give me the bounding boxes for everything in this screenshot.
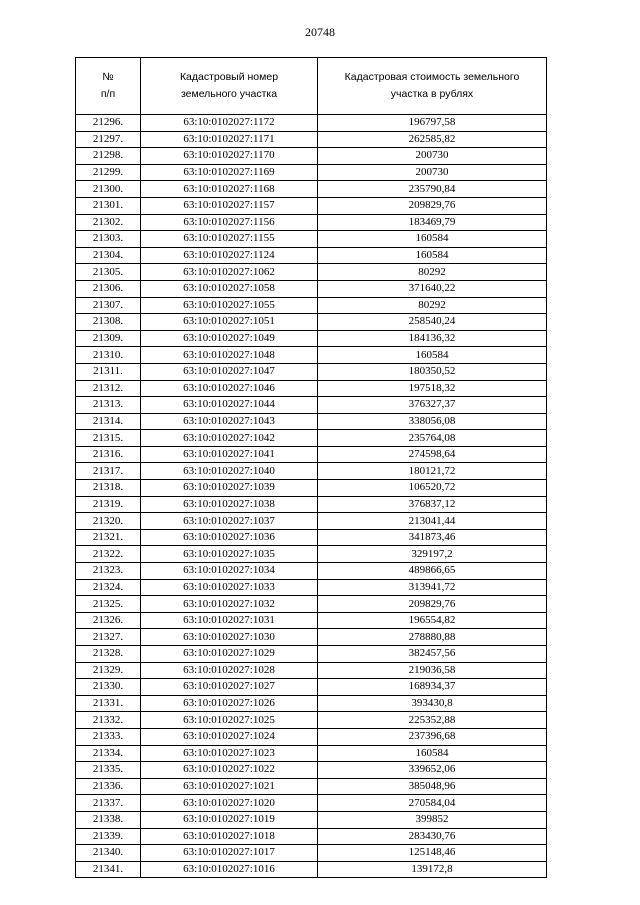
table-row bbox=[76, 363, 547, 380]
table-row bbox=[76, 629, 547, 646]
cadastral-number-cell: 63:10:0102027:1049 bbox=[141, 330, 318, 347]
table-row bbox=[76, 463, 547, 480]
table-row bbox=[76, 662, 547, 679]
table-row bbox=[76, 446, 547, 463]
cadastral-value-cell: 160584 bbox=[318, 231, 547, 248]
row-number-cell: 21338. bbox=[76, 811, 141, 828]
cadastral-number-cell: 63:10:0102027:1020 bbox=[141, 795, 318, 812]
cadastral-value-cell: 270584,04 bbox=[318, 795, 547, 812]
cadastral-value-cell: 219036,58 bbox=[318, 662, 547, 679]
row-number-cell: 21300. bbox=[76, 181, 141, 198]
table-row bbox=[76, 563, 547, 580]
row-number-cell: 21321. bbox=[76, 529, 141, 546]
row-number-cell: 21314. bbox=[76, 413, 141, 430]
table-row bbox=[76, 529, 547, 546]
row-number-cell: 21340. bbox=[76, 845, 141, 862]
table-row bbox=[76, 314, 547, 331]
cadastral-value-cell: 180121,72 bbox=[318, 463, 547, 480]
row-number-cell: 21299. bbox=[76, 164, 141, 181]
table-row bbox=[76, 728, 547, 745]
row-number-cell: 21328. bbox=[76, 646, 141, 663]
header-cadastral-number: Кадастровый номер земельного участка bbox=[141, 58, 318, 115]
table-row bbox=[76, 811, 547, 828]
cadastral-number-cell: 63:10:0102027:1018 bbox=[141, 828, 318, 845]
table-header bbox=[76, 58, 547, 115]
table-row bbox=[76, 845, 547, 862]
row-number-cell: 21330. bbox=[76, 679, 141, 696]
cadastral-number-cell: 63:10:0102027:1025 bbox=[141, 712, 318, 729]
table-row bbox=[76, 712, 547, 729]
table-row bbox=[76, 745, 547, 762]
row-number-cell: 21327. bbox=[76, 629, 141, 646]
table-row bbox=[76, 795, 547, 812]
table-row bbox=[76, 828, 547, 845]
cadastral-number-cell: 63:10:0102027:1038 bbox=[141, 496, 318, 513]
cadastral-number-cell: 63:10:0102027:1028 bbox=[141, 662, 318, 679]
row-number-cell: 21335. bbox=[76, 762, 141, 779]
cadastral-value-cell: 237396,68 bbox=[318, 728, 547, 745]
cadastral-number-cell: 63:10:0102027:1047 bbox=[141, 363, 318, 380]
cadastral-number-cell: 63:10:0102027:1021 bbox=[141, 778, 318, 795]
table-row bbox=[76, 579, 547, 596]
cadastral-number-cell: 63:10:0102027:1019 bbox=[141, 811, 318, 828]
cadastral-value-cell: 339652,06 bbox=[318, 762, 547, 779]
cadastral-value-cell: 168934,37 bbox=[318, 679, 547, 696]
cadastral-value-cell: 341873,46 bbox=[318, 529, 547, 546]
row-number-cell: 21309. bbox=[76, 330, 141, 347]
cadastral-value-cell: 213041,44 bbox=[318, 513, 547, 530]
row-number-cell: 21329. bbox=[76, 662, 141, 679]
row-number-cell: 21334. bbox=[76, 745, 141, 762]
cadastral-number-cell: 63:10:0102027:1042 bbox=[141, 430, 318, 447]
cadastral-value-cell: 274598,64 bbox=[318, 446, 547, 463]
cadastral-number-cell: 63:10:0102027:1124 bbox=[141, 247, 318, 264]
row-number-cell: 21296. bbox=[76, 115, 141, 132]
table-row bbox=[76, 612, 547, 629]
row-number-cell: 21297. bbox=[76, 131, 141, 148]
table-row bbox=[76, 264, 547, 281]
row-number-cell: 21312. bbox=[76, 380, 141, 397]
table-row bbox=[76, 330, 547, 347]
row-number-cell: 21331. bbox=[76, 695, 141, 712]
row-number-cell: 21316. bbox=[76, 446, 141, 463]
cadastral-value-cell: 393430,8 bbox=[318, 695, 547, 712]
row-number-cell: 21306. bbox=[76, 280, 141, 297]
cadastral-number-cell: 63:10:0102027:1168 bbox=[141, 181, 318, 198]
cadastral-number-cell: 63:10:0102027:1039 bbox=[141, 480, 318, 497]
cadastral-number-cell: 63:10:0102027:1024 bbox=[141, 728, 318, 745]
table-row bbox=[76, 596, 547, 613]
table-row bbox=[76, 496, 547, 513]
cadastral-value-cell: 385048,96 bbox=[318, 778, 547, 795]
cadastral-number-cell: 63:10:0102027:1030 bbox=[141, 629, 318, 646]
row-number-cell: 21333. bbox=[76, 728, 141, 745]
table-body bbox=[76, 115, 547, 878]
cadastral-number-cell: 63:10:0102027:1046 bbox=[141, 380, 318, 397]
cadastral-value-cell: 376327,37 bbox=[318, 397, 547, 414]
cadastral-value-table bbox=[75, 57, 547, 878]
cadastral-number-cell: 63:10:0102027:1169 bbox=[141, 164, 318, 181]
cadastral-value-cell: 258540,24 bbox=[318, 314, 547, 331]
cadastral-value-cell: 80292 bbox=[318, 264, 547, 281]
row-number-cell: 21324. bbox=[76, 579, 141, 596]
cadastral-value-cell: 235790,84 bbox=[318, 181, 547, 198]
cadastral-number-cell: 63:10:0102027:1043 bbox=[141, 413, 318, 430]
cadastral-value-cell: 125148,46 bbox=[318, 845, 547, 862]
table-row bbox=[76, 546, 547, 563]
cadastral-value-cell: 371640,22 bbox=[318, 280, 547, 297]
table-row bbox=[76, 131, 547, 148]
cadastral-value-cell: 489866,65 bbox=[318, 563, 547, 580]
cadastral-value-cell: 399852 bbox=[318, 811, 547, 828]
cadastral-number-cell: 63:10:0102027:1023 bbox=[141, 745, 318, 762]
table-row bbox=[76, 679, 547, 696]
cadastral-value-cell: 184136,32 bbox=[318, 330, 547, 347]
table-row bbox=[76, 347, 547, 364]
table-row bbox=[76, 148, 547, 165]
row-number-cell: 21339. bbox=[76, 828, 141, 845]
cadastral-number-cell: 63:10:0102027:1171 bbox=[141, 131, 318, 148]
table-row bbox=[76, 247, 547, 264]
cadastral-value-cell: 196554,82 bbox=[318, 612, 547, 629]
cadastral-value-cell: 376837,12 bbox=[318, 496, 547, 513]
table-row bbox=[76, 181, 547, 198]
table-row bbox=[76, 513, 547, 530]
cadastral-number-cell: 63:10:0102027:1032 bbox=[141, 596, 318, 613]
cadastral-number-cell: 63:10:0102027:1034 bbox=[141, 563, 318, 580]
cadastral-value-cell: 283430,76 bbox=[318, 828, 547, 845]
row-number-cell: 21308. bbox=[76, 314, 141, 331]
row-number-cell: 21304. bbox=[76, 247, 141, 264]
table-header-row bbox=[76, 58, 547, 115]
header-cadastral-value: Кадастровая стоимость земельного участка в рублях bbox=[318, 58, 547, 115]
table-row bbox=[76, 861, 547, 878]
cadastral-number-cell: 63:10:0102027:1062 bbox=[141, 264, 318, 281]
row-number-cell: 21310. bbox=[76, 347, 141, 364]
table-row bbox=[76, 214, 547, 231]
row-number-cell: 21336. bbox=[76, 778, 141, 795]
table-row bbox=[76, 280, 547, 297]
row-number-cell: 21332. bbox=[76, 712, 141, 729]
row-number-cell: 21311. bbox=[76, 363, 141, 380]
cadastral-number-cell: 63:10:0102027:1029 bbox=[141, 646, 318, 663]
cadastral-number-cell: 63:10:0102027:1017 bbox=[141, 845, 318, 862]
cadastral-value-cell: 139172,8 bbox=[318, 861, 547, 878]
cadastral-value-cell: 160584 bbox=[318, 347, 547, 364]
row-number-cell: 21317. bbox=[76, 463, 141, 480]
cadastral-number-cell: 63:10:0102027:1027 bbox=[141, 679, 318, 696]
row-number-cell: 21313. bbox=[76, 397, 141, 414]
row-number-cell: 21318. bbox=[76, 480, 141, 497]
cadastral-number-cell: 63:10:0102027:1037 bbox=[141, 513, 318, 530]
header-row-number: № п/п bbox=[76, 58, 141, 115]
cadastral-value-cell: 209829,76 bbox=[318, 596, 547, 613]
cadastral-number-cell: 63:10:0102027:1156 bbox=[141, 214, 318, 231]
cadastral-number-cell: 63:10:0102027:1033 bbox=[141, 579, 318, 596]
cadastral-number-cell: 63:10:0102027:1022 bbox=[141, 762, 318, 779]
cadastral-value-cell: 209829,76 bbox=[318, 197, 547, 214]
row-number-cell: 21298. bbox=[76, 148, 141, 165]
row-number-cell: 21302. bbox=[76, 214, 141, 231]
row-number-cell: 21322. bbox=[76, 546, 141, 563]
cadastral-number-cell: 63:10:0102027:1041 bbox=[141, 446, 318, 463]
cadastral-number-cell: 63:10:0102027:1035 bbox=[141, 546, 318, 563]
page-number: 20748 bbox=[305, 25, 335, 39]
cadastral-number-cell: 63:10:0102027:1051 bbox=[141, 314, 318, 331]
cadastral-value-cell: 338056,08 bbox=[318, 413, 547, 430]
cadastral-number-cell: 63:10:0102027:1048 bbox=[141, 347, 318, 364]
cadastral-value-cell: 160584 bbox=[318, 247, 547, 264]
cadastral-value-cell: 262585,82 bbox=[318, 131, 547, 148]
cadastral-number-cell: 63:10:0102027:1040 bbox=[141, 463, 318, 480]
table-row bbox=[76, 413, 547, 430]
row-number-cell: 21319. bbox=[76, 496, 141, 513]
table-row bbox=[76, 397, 547, 414]
table-row bbox=[76, 695, 547, 712]
cadastral-value-cell: 200730 bbox=[318, 164, 547, 181]
cadastral-number-cell: 63:10:0102027:1170 bbox=[141, 148, 318, 165]
cadastral-number-cell: 63:10:0102027:1016 bbox=[141, 861, 318, 878]
row-number-cell: 21326. bbox=[76, 612, 141, 629]
row-number-cell: 21303. bbox=[76, 231, 141, 248]
table-row bbox=[76, 231, 547, 248]
cadastral-value-cell: 200730 bbox=[318, 148, 547, 165]
row-number-cell: 21305. bbox=[76, 264, 141, 281]
cadastral-number-cell: 63:10:0102027:1172 bbox=[141, 115, 318, 132]
row-number-cell: 21325. bbox=[76, 596, 141, 613]
cadastral-number-cell: 63:10:0102027:1036 bbox=[141, 529, 318, 546]
cadastral-value-cell: 197518,32 bbox=[318, 380, 547, 397]
cadastral-number-cell: 63:10:0102027:1157 bbox=[141, 197, 318, 214]
row-number-cell: 21337. bbox=[76, 795, 141, 812]
cadastral-number-cell: 63:10:0102027:1155 bbox=[141, 231, 318, 248]
cadastral-value-cell: 382457,56 bbox=[318, 646, 547, 663]
table-row bbox=[76, 197, 547, 214]
cadastral-value-cell: 180350,52 bbox=[318, 363, 547, 380]
table-row bbox=[76, 380, 547, 397]
table-row bbox=[76, 646, 547, 663]
cadastral-value-cell: 183469,79 bbox=[318, 214, 547, 231]
row-number-cell: 21301. bbox=[76, 197, 141, 214]
cadastral-number-cell: 63:10:0102027:1044 bbox=[141, 397, 318, 414]
cadastral-number-cell: 63:10:0102027:1031 bbox=[141, 612, 318, 629]
table-row bbox=[76, 762, 547, 779]
table-row bbox=[76, 430, 547, 447]
table-row bbox=[76, 297, 547, 314]
cadastral-number-cell: 63:10:0102027:1058 bbox=[141, 280, 318, 297]
cadastral-value-cell: 106520,72 bbox=[318, 480, 547, 497]
cadastral-number-cell: 63:10:0102027:1026 bbox=[141, 695, 318, 712]
cadastral-value-cell: 313941,72 bbox=[318, 579, 547, 596]
cadastral-value-cell: 225352,88 bbox=[318, 712, 547, 729]
table-row bbox=[76, 115, 547, 132]
cadastral-value-cell: 196797,58 bbox=[318, 115, 547, 132]
table-row bbox=[76, 480, 547, 497]
cadastral-value-cell: 235764,08 bbox=[318, 430, 547, 447]
cadastral-value-cell: 278880,88 bbox=[318, 629, 547, 646]
row-number-cell: 21323. bbox=[76, 563, 141, 580]
row-number-cell: 21307. bbox=[76, 297, 141, 314]
cadastral-value-cell: 329197,2 bbox=[318, 546, 547, 563]
cadastral-value-cell: 160584 bbox=[318, 745, 547, 762]
row-number-cell: 21320. bbox=[76, 513, 141, 530]
table-row bbox=[76, 164, 547, 181]
row-number-cell: 21315. bbox=[76, 430, 141, 447]
cadastral-value-cell: 80292 bbox=[318, 297, 547, 314]
row-number-cell: 21341. bbox=[76, 861, 141, 878]
cadastral-number-cell: 63:10:0102027:1055 bbox=[141, 297, 318, 314]
table-row bbox=[76, 778, 547, 795]
